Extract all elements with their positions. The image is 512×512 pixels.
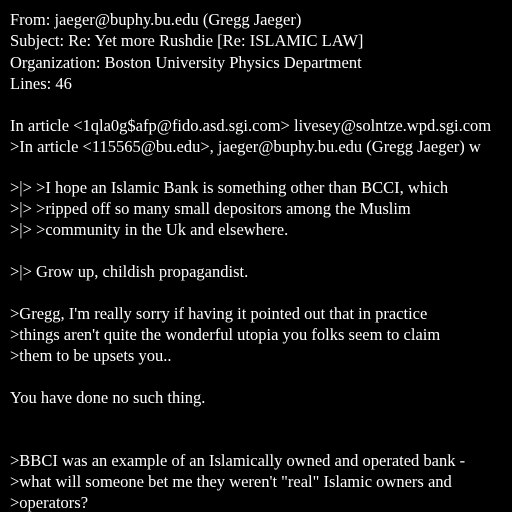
header-subject: Subject: Re: Yet more Rushdie [Re: ISLAMIC LAW] [10,31,364,50]
body-line: >In article <115565@bu.edu>, jaeger@buphy.bu.edu (Gregg Jaeger) w [10,137,481,156]
body-line: >things aren't quite the wonderful utopia you folks seem to claim [10,325,441,344]
header-lines: Lines: 46 [10,74,72,93]
body-line: >|> >community in the Uk and elsewhere. [10,220,289,239]
body-line: You have done no such thing. [10,388,206,407]
body-line: >BBCI was an example of an Islamically owned and operated bank - [10,451,466,470]
body-line: >|> Grow up, childish propagandist. [10,262,249,281]
body-line: >operators? [10,493,89,512]
body-line: >|> >I hope an Islamic Bank is something other than BCCI, which [10,178,449,197]
header-organization: Organization: Boston University Physics Department [10,53,362,72]
body-line: >Gregg, I'm really sorry if having it pointed out that in practice [10,304,428,323]
body-line: In article <1qla0g$afp@fido.asd.sgi.com> livesey@solntze.wpd.sgi.com [10,116,492,135]
body-line: >|> >ripped off so many small depositors among the Muslim [10,199,411,218]
body-line: >them to be upsets you.. [10,346,172,365]
header-from: From: jaeger@buphy.bu.edu (Gregg Jaeger) [10,10,302,29]
body-line: >what will someone bet me they weren't "real" Islamic owners and [10,472,452,491]
